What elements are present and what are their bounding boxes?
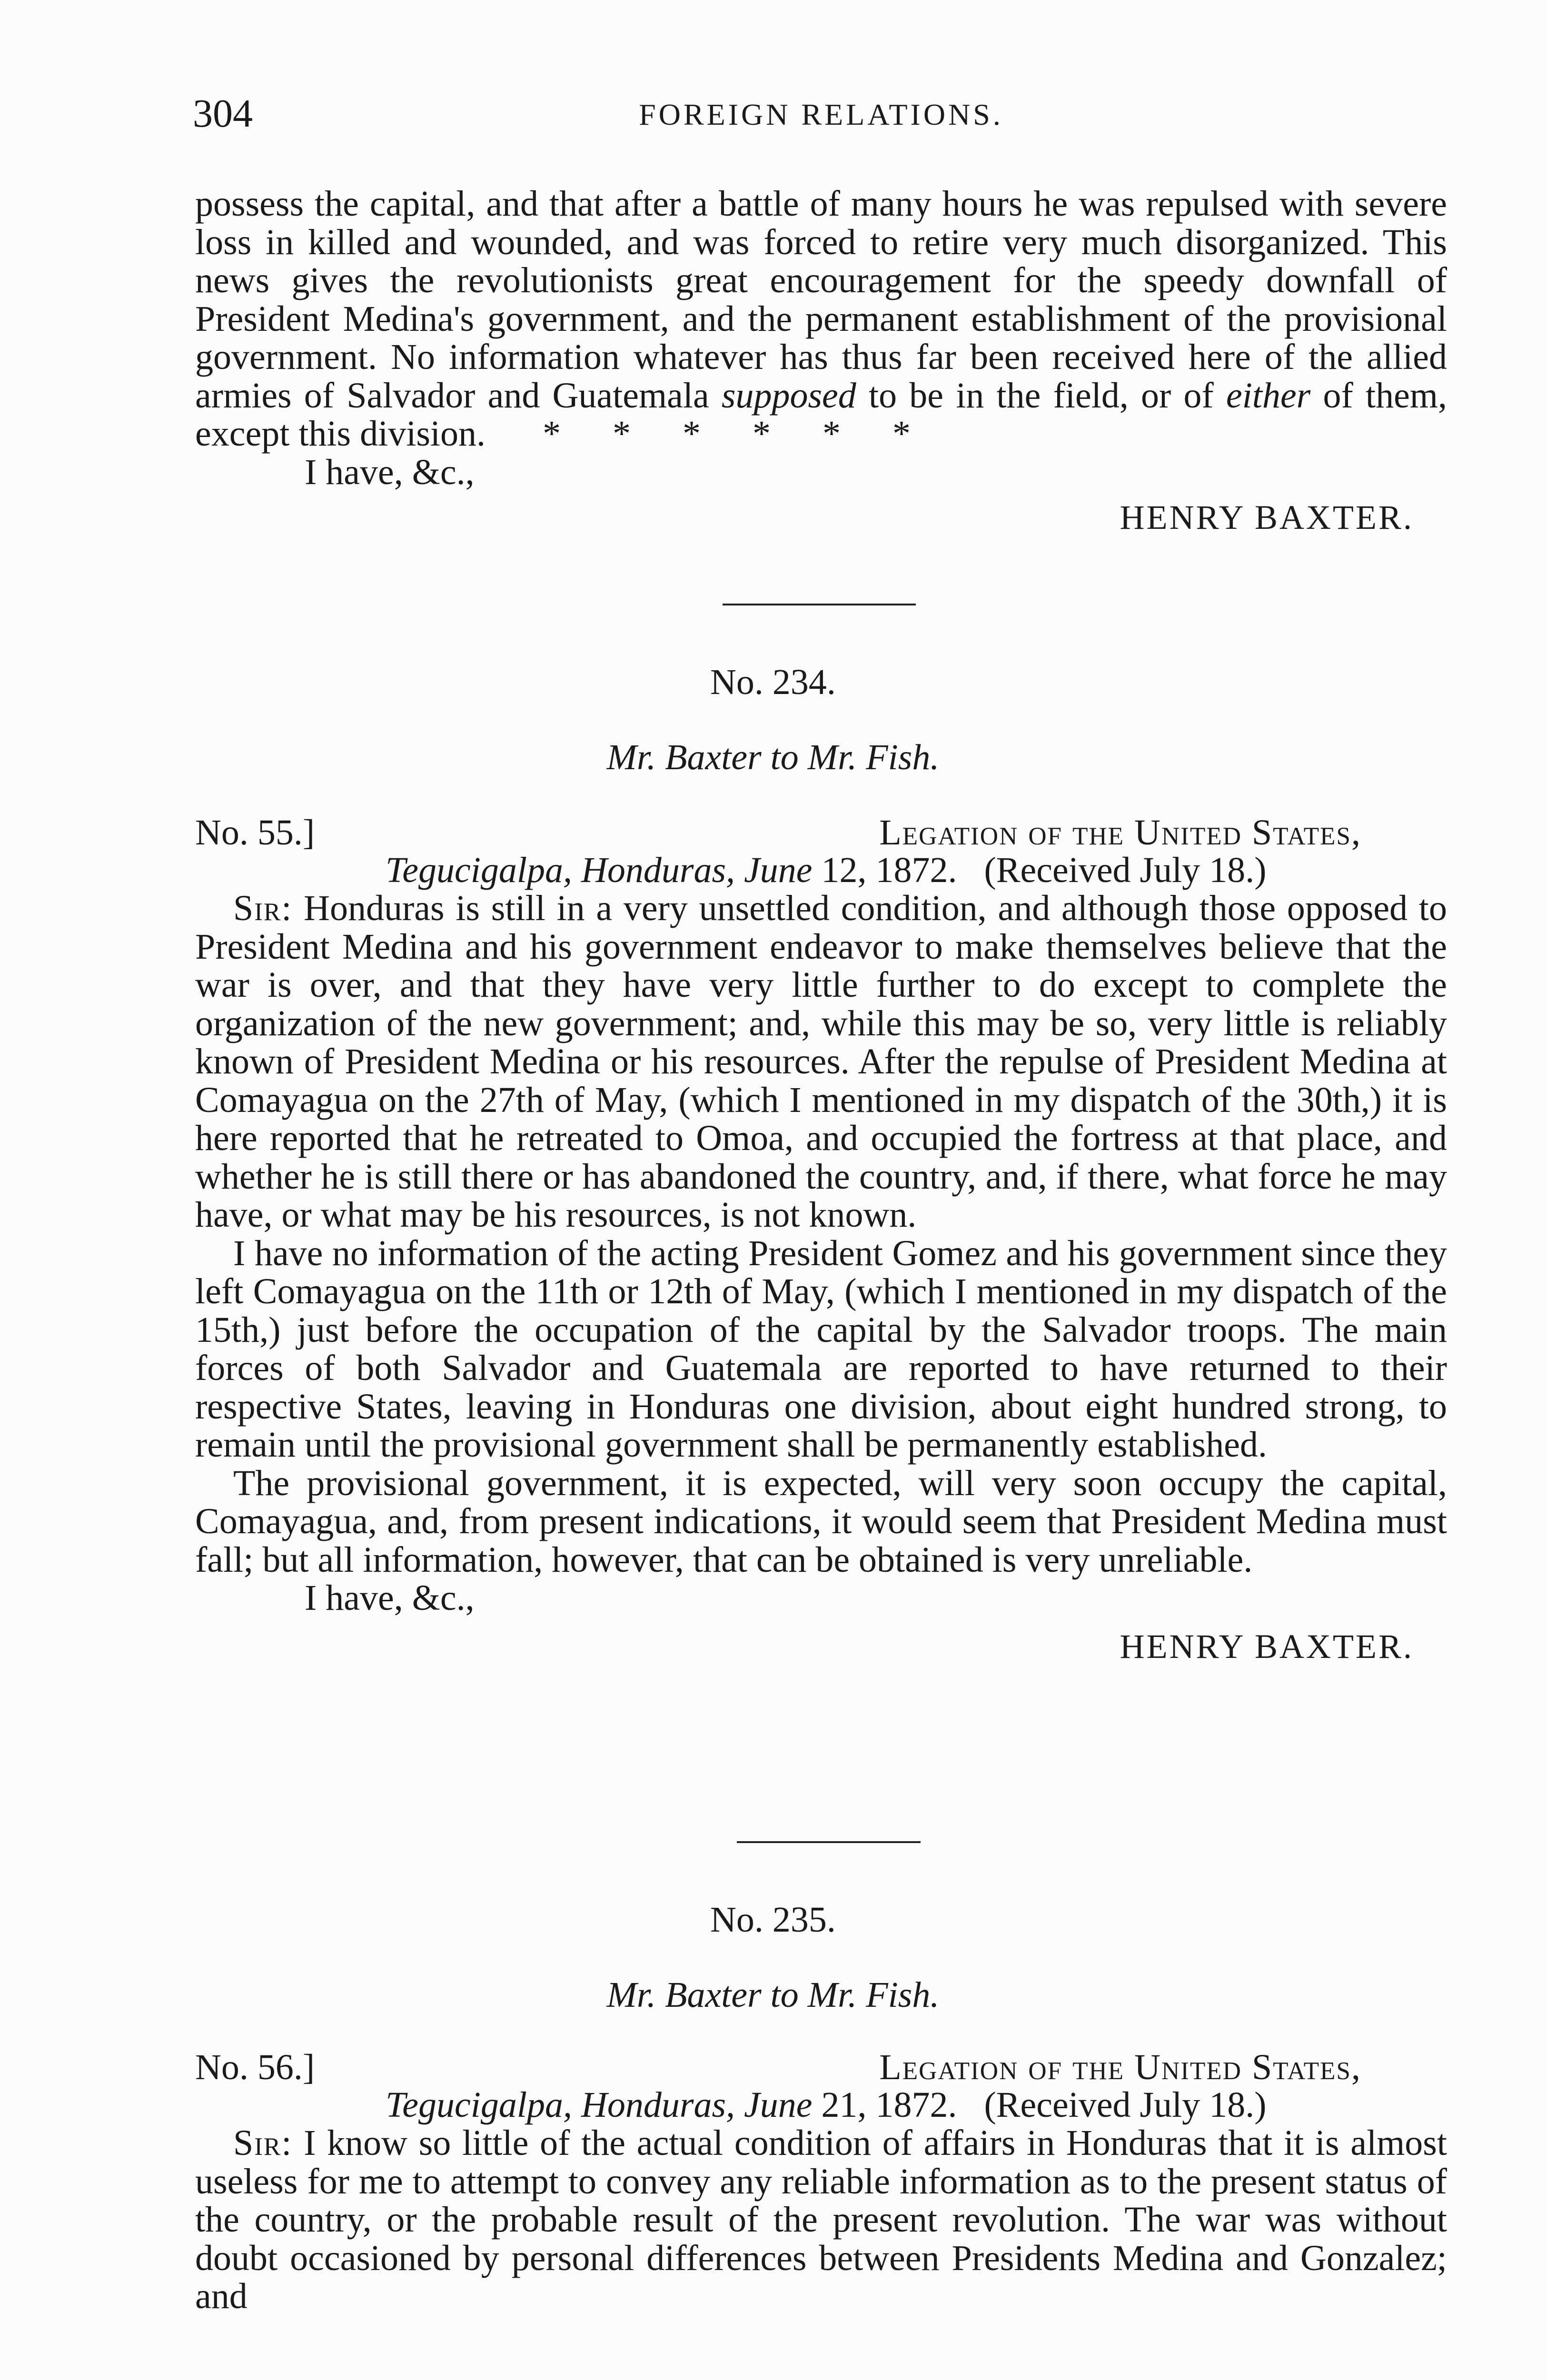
continuation-text-a: possess the capital, and that after a battle of many hours he was repulsed with severe loss in killed and wounded, and was forced to retire very much disorganized. This news gives the revolutionists great encouragement for the speedy downfall of President Medina's government, and the permanent establishment of the provisional government. No information whatever has thus far been received here of the allied armies of Salvador and Guatemala	[195, 184, 1447, 416]
salutation: Sir:	[233, 888, 293, 928]
dispatch-235	[195, 2047, 1447, 2316]
document-number: No. 234.	[710, 662, 836, 702]
paragraph-text: I know so little of the actual condition of affairs in Honduras that it is almost useless for me to attempt to convey any reliable information as to the present status of the country, or the probable result of the present revolution. The war was without doubt occasioned by personal differences between Presidents Medina and Gonzalez; and	[195, 2123, 1447, 2316]
paragraph-text: Honduras is still in a very unsettled condition, and although those opposed to President Medina and his government endeavor to make themselves believe that the war is over, and that they have very little further to do except to complete the organization of the new government; and, while this may be so, very little is reliably known of President Medina or his resources. After the repulse of President Medina at Comayagua on the 27th of May, (which I mentioned in my dispatch of the 30th,) it is here reported that he retreated to Omoa, and occupied the fortress at that place, and whether he is still there or has abandoned the country, and, if there, what force he may have, or what may be his resources, is not known.	[195, 888, 1447, 1235]
continuation-block	[195, 185, 1447, 537]
place-city: Tegucigalpa, Honduras, June	[386, 2085, 813, 2125]
emphasis-supposed: supposed	[721, 375, 856, 416]
document-title: Mr. Baxter to Mr. Fish.	[606, 737, 940, 777]
continuation-paragraph	[195, 185, 1447, 453]
closing-line: I have, &c.,	[305, 1578, 475, 1618]
place-date-line	[195, 2086, 1447, 2124]
document-number: No. 235.	[710, 1900, 836, 1940]
dispatch-number: No. 55.]	[195, 813, 315, 853]
paragraph: I have no information of the acting President Gomez and his government since they left Comayagua on the 11th or 12th of May, (which I mentioned in my dispatch of the 15th,) just before the occupation of the capital by the Salvador troops. The main forces of both Salvador and Guatemala are reported to have returned to their respective States, leaving in Honduras one division, about eight hundred strong, to remain until the provisional government shall be permanently established.	[195, 1233, 1447, 1465]
dispatch-number: No. 56.]	[195, 2047, 315, 2087]
dispatch-234	[195, 812, 1447, 1666]
dispatch-heading	[195, 812, 1447, 851]
document-title: Mr. Baxter to Mr. Fish.	[606, 1975, 940, 2015]
closing-line: I have, &c.,	[305, 452, 475, 492]
continuation-text-b: to be in the field, or of	[856, 375, 1227, 416]
salutation: Sir:	[233, 2123, 293, 2163]
continuation-text-c: of them, except this division.	[195, 375, 1447, 454]
place-date-line	[195, 851, 1447, 889]
received-note: (Received July 18.)	[984, 850, 1267, 890]
place-date: 21, 1872.	[812, 2085, 957, 2125]
place-date: 12, 1872.	[812, 850, 957, 890]
received-note: (Received July 18.)	[984, 2085, 1267, 2125]
legation-line: Legation of the United States,	[879, 813, 1361, 853]
section-divider	[723, 604, 916, 605]
signature: HENRY BAXTER.	[1120, 1627, 1414, 1666]
signature: HENRY BAXTER.	[1120, 498, 1414, 536]
paragraph	[195, 2124, 1447, 2316]
dispatch-heading	[195, 2047, 1447, 2086]
legation-line: Legation of the United States,	[879, 2047, 1361, 2087]
paragraph: The provisional government, it is expected, will very soon occupy the capital, Comayagua, and, from present indications, it would seem that President Medina must fall; but all information, however, that can be obtained is very unreliable.	[195, 1463, 1447, 1580]
place-city: Tegucigalpa, Honduras, June	[386, 850, 813, 890]
emphasis-either: either	[1226, 375, 1311, 416]
page-header	[193, 90, 1449, 148]
page-number: 304	[193, 91, 253, 136]
section-divider	[737, 1841, 921, 1843]
ellipsis-stars: * * * * * *	[543, 414, 911, 454]
paragraph	[195, 889, 1447, 1234]
running-head: FOREIGN RELATIONS.	[639, 98, 1003, 131]
